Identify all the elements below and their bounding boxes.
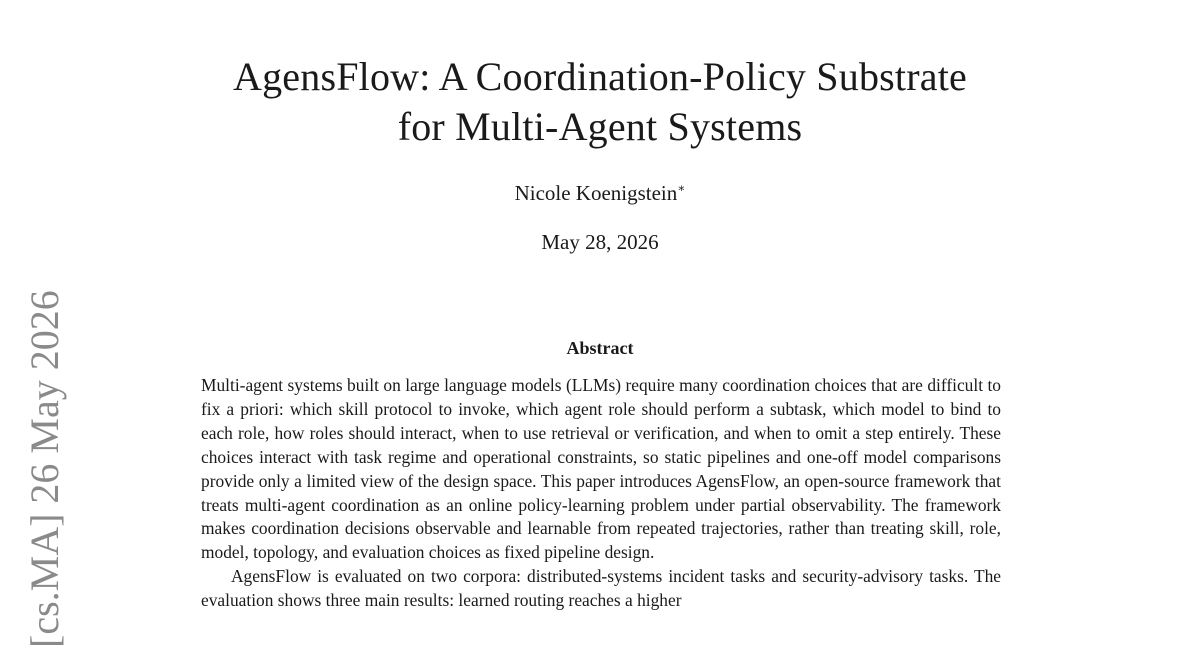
abstract-heading: Abstract <box>566 338 634 358</box>
paper-title <box>100 52 1100 152</box>
abstract-body <box>201 374 1001 613</box>
author-footnote-mark: ∗ <box>677 181 686 195</box>
paper-title-line-2: for Multi-Agent Systems <box>397 104 803 149</box>
abstract-paragraph-2: AgensFlow is evaluated on two corpora: distributed-systems incident tasks and security-advisory tasks. The evaluation shows three main results: learned routing reaches a higher <box>201 566 1001 611</box>
paper-title-line-1: AgensFlow: A Coordination-Policy Substrate <box>233 54 967 99</box>
abstract-paragraph-1: Multi-agent systems built on large language models (LLMs) require many coordination choices that are difficult to fix a priori: which skill protocol to invoke, which agent role should perform a subtask, which model to bind to each role, how roles should interact, when to use retrieval or verification, and when to omit a step entirely. These choices interact with task regime and operational constraints, so static pipelines and one-off model comparisons provide only a limited view of the design space. This paper introduces AgensFlow, an open-source framework that treats multi-agent coordination as an online policy-learning problem under partial observability. The framework makes coordination decisions observable and learnable from repeated trajectories, rather than treating skill, role, model, topology, and evaluation choices as fixed pipeline design. <box>201 375 1001 563</box>
author-line <box>200 179 1000 207</box>
author-name: Nicole Koenigstein <box>514 181 678 205</box>
publication-date: May 28, 2026 <box>541 230 659 254</box>
arxiv-side-stamp: [cs.MA] 26 May 2026 <box>22 290 67 648</box>
